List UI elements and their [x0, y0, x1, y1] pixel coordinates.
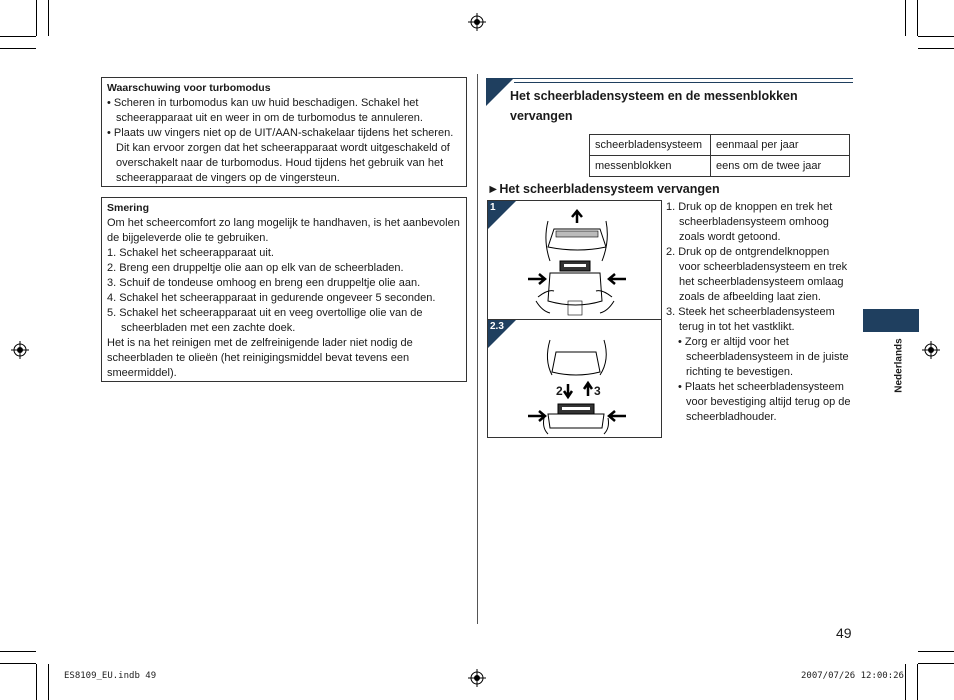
lubrication-step: 4. Schakel het scheerapparaat in gedurende ongeveer 5 seconden. [107, 292, 436, 304]
heading-rule [514, 82, 853, 83]
shaver-head-removal-illustration [488, 201, 661, 319]
replacement-frequency-table [589, 134, 850, 177]
crop-mark [0, 48, 36, 49]
step-sub-bullet: • Plaats het scheerbladensysteem voor bevestiging altijd terug op de scheerbladhouder. [678, 381, 851, 423]
registration-mark-icon [468, 13, 486, 31]
language-label: Nederlands [893, 338, 905, 393]
replacement-steps [666, 200, 852, 425]
step-item: 2. Druk op de ontgrendelknoppen voor scheerbladensysteem en trek het scheerbladensysteem omlaag zoals de afbeelding laat zien. [666, 246, 848, 303]
turbo-warning-box [101, 77, 467, 187]
section-heading [486, 78, 853, 126]
shaver-head-reattach-illustration [488, 320, 661, 437]
table-cell: eenmaal per jaar [711, 135, 850, 156]
crop-mark [36, 664, 37, 700]
table-cell: messenblokken [590, 156, 711, 177]
registration-mark-icon [11, 341, 29, 359]
lubrication-step: 3. Schuif de tondeuse omhoog en breng een druppeltje olie aan. [107, 277, 421, 289]
figure-label: 1 [490, 202, 496, 213]
crop-mark [0, 36, 36, 37]
crop-mark [905, 664, 906, 700]
crop-mark [48, 0, 49, 36]
lubrication-step: 5. Schakel het scheerapparaat uit en veeg overtollige olie van de scheerbladen met een zachte doek. [107, 307, 423, 334]
figure-label: 2.3 [490, 321, 504, 332]
lubrication-step: 1. Schakel het scheerapparaat uit. [107, 247, 274, 259]
column-divider [477, 74, 478, 624]
turbo-warning-title: Waarschuwing voor turbomodus [107, 82, 271, 94]
lubrication-step: 2. Breng een druppeltje olie aan op elk van de scheerbladen. [107, 262, 404, 274]
lubrication-intro: Om het scheercomfort zo lang mogelijk te handhaven, is het aanbevolen de bijgeleverde olie te gebruiken. [107, 217, 460, 244]
figure-step-1 [487, 200, 662, 320]
step-item: 3. Steek het scheerbladensysteem terug in tot het vastklikt. [666, 306, 835, 333]
turbo-warning-bullet: • Plaats uw vingers niet op de UIT/AAN-schakelaar tijdens het scheren. Dit kan ervoor zorgen dat het scheerapparaat wordt uitgeschakeld of overschakelt naar de turbomodus. Houd tijdens het gebruik van het scheerapparaat de vingers op de vingersteun. [107, 127, 454, 184]
step-item: 1. Druk op de knoppen en trek het scheerbladensysteem omhoog zoals wordt getoond. [666, 201, 833, 243]
lubrication-title: Smering [107, 202, 150, 214]
registration-mark-icon [922, 341, 940, 359]
figure-step-2-3 [487, 319, 662, 438]
subsection-title: ►Het scheerbladensysteem vervangen [487, 182, 720, 196]
footer-filename: ES8109_EU.indb 49 [64, 671, 157, 681]
crop-mark [36, 0, 37, 36]
crop-mark [0, 651, 36, 652]
section-title: Het scheerbladensysteem en de messenblokken vervangen [510, 89, 798, 123]
footer-timestamp: 2007/07/26 12:00:26 [801, 671, 904, 681]
arrow-label: 3 [594, 384, 601, 398]
crop-mark [0, 663, 36, 664]
lubrication-outro: Het is na het reinigen met de zelfreinigende lader niet nodig de scheerbladen te olieën (het reinigingsmiddel bevat tevens een smeermiddel). [107, 337, 413, 379]
crop-mark [918, 663, 954, 664]
table-row [590, 156, 850, 177]
table-row [590, 135, 850, 156]
step-sub-bullet: • Zorg er altijd voor het scheerbladensysteem in de juiste richting te bevestigen. [678, 336, 849, 378]
registration-mark-icon [468, 669, 486, 687]
turbo-warning-bullet: • Scheren in turbomodus kan uw huid beschadigen. Schakel het scheerapparaat uit en weer in om de turbomodus te annuleren. [107, 97, 423, 124]
lubrication-box [101, 197, 467, 382]
crop-mark [918, 651, 954, 652]
language-tab [863, 309, 919, 332]
arrow-label: 2 [556, 384, 563, 398]
page-number: 49 [836, 625, 852, 641]
crop-mark [917, 0, 918, 36]
table-cell: eens om de twee jaar [711, 156, 850, 177]
heading-rule [486, 78, 853, 79]
table-cell: scheerbladensysteem [590, 135, 711, 156]
crop-mark [905, 0, 906, 36]
crop-mark [918, 36, 954, 37]
crop-mark [48, 664, 49, 700]
crop-mark [917, 664, 918, 700]
crop-mark [918, 48, 954, 49]
